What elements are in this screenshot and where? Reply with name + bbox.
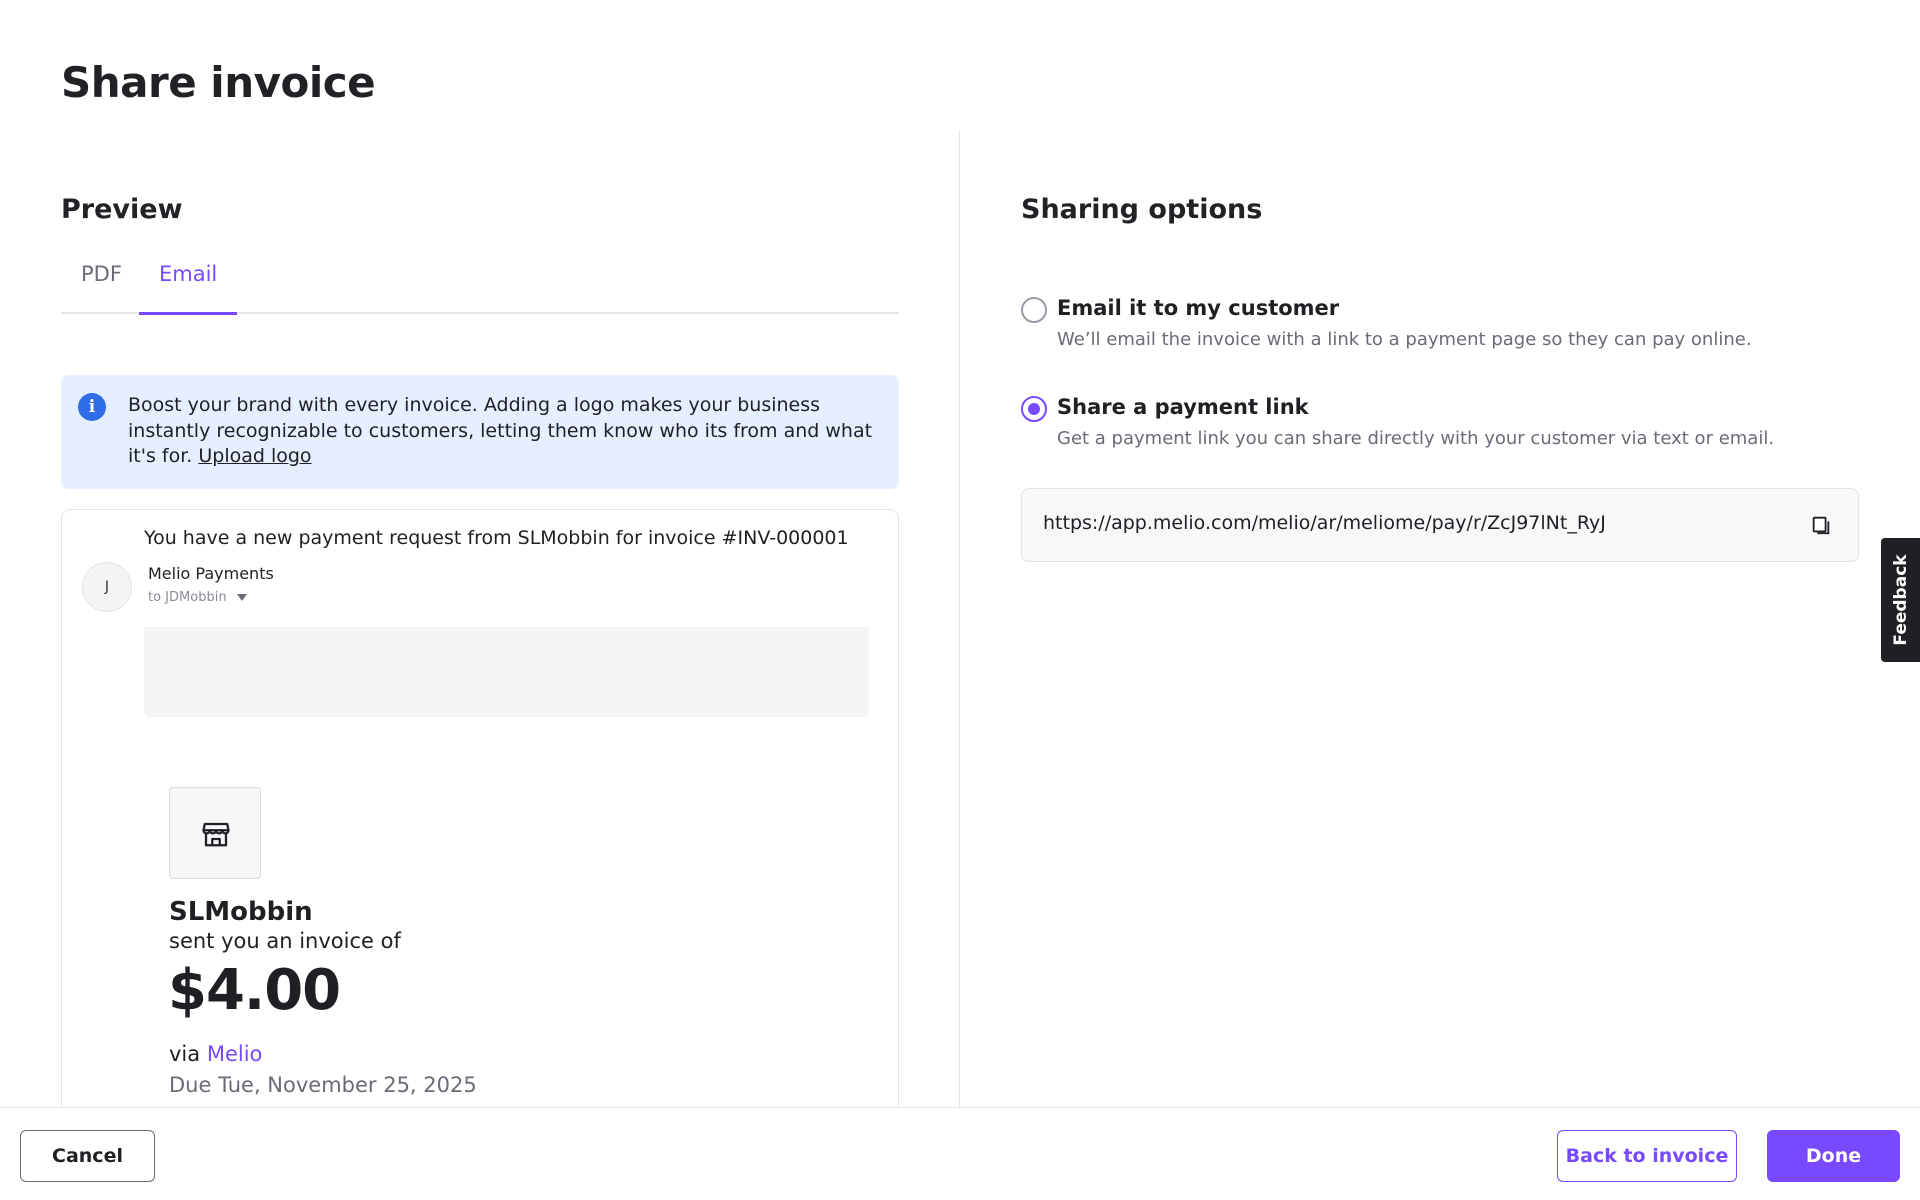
option-email-label: Email it to my customer (1057, 296, 1340, 320)
feedback-tab[interactable] (1881, 538, 1920, 662)
invoice-amount: $4.00 (168, 958, 341, 1023)
email-subject: You have a new payment request from SLMobbin for invoice #INV-000001 (144, 527, 849, 549)
preview-tabs (61, 256, 899, 314)
business-name: SLMobbin (169, 897, 313, 927)
column-divider (959, 130, 960, 1107)
sender-name: Melio Payments (148, 564, 274, 583)
recipient-text: to JDMobbin (148, 590, 227, 605)
recipient-line (148, 590, 247, 605)
tab-pdf[interactable]: PDF (81, 262, 122, 286)
radio-email-customer[interactable] (1021, 297, 1047, 323)
via-line (169, 1042, 262, 1066)
info-message: Boost your brand with every invoice. Adding a logo makes your business instantly recognizable to customers, letting them know who its from and what it's for. (128, 394, 873, 467)
back-to-invoice-button[interactable]: Back to invoice (1557, 1130, 1737, 1182)
caret-down-icon (237, 594, 247, 601)
payment-link-field[interactable] (1021, 488, 1859, 562)
option-email-description: We’ll email the invoice with a link to a payment page so they can pay online. (1057, 329, 1752, 350)
avatar: J (82, 562, 132, 612)
cancel-button[interactable]: Cancel (20, 1130, 155, 1182)
done-button[interactable]: Done (1767, 1130, 1900, 1182)
email-preview-card (61, 509, 899, 1149)
via-prefix: via (169, 1042, 201, 1066)
page-title: Share invoice (61, 58, 376, 107)
tab-email[interactable]: Email (139, 256, 237, 315)
info-text (128, 393, 888, 470)
sharing-options-title: Sharing options (1021, 194, 1263, 225)
upload-logo-link[interactable]: Upload logo (198, 445, 312, 467)
logo-placeholder (169, 787, 261, 879)
due-date: Due Tue, November 25, 2025 (169, 1073, 477, 1097)
info-banner (61, 375, 899, 489)
via-brand: Melio (206, 1042, 263, 1066)
sent-text: sent you an invoice of (169, 929, 401, 953)
payment-link-text[interactable]: https://app.melio.com/melio/ar/meliome/pay/r/ZcJ97lNt_RyJ (1043, 512, 1606, 534)
radio-payment-link[interactable] (1021, 396, 1047, 422)
email-header-banner (144, 627, 869, 717)
option-link-description: Get a payment link you can share directly with your customer via text or email. (1057, 428, 1775, 449)
info-icon: i (78, 393, 106, 421)
footer-bar (0, 1107, 1920, 1200)
preview-title: Preview (61, 194, 183, 225)
invoice-summary-card (144, 717, 869, 1149)
option-link-label: Share a payment link (1057, 395, 1309, 419)
copy-icon[interactable] (1810, 514, 1832, 536)
storefront-icon (201, 819, 231, 849)
feedback-label: Feedback (1890, 554, 1911, 646)
